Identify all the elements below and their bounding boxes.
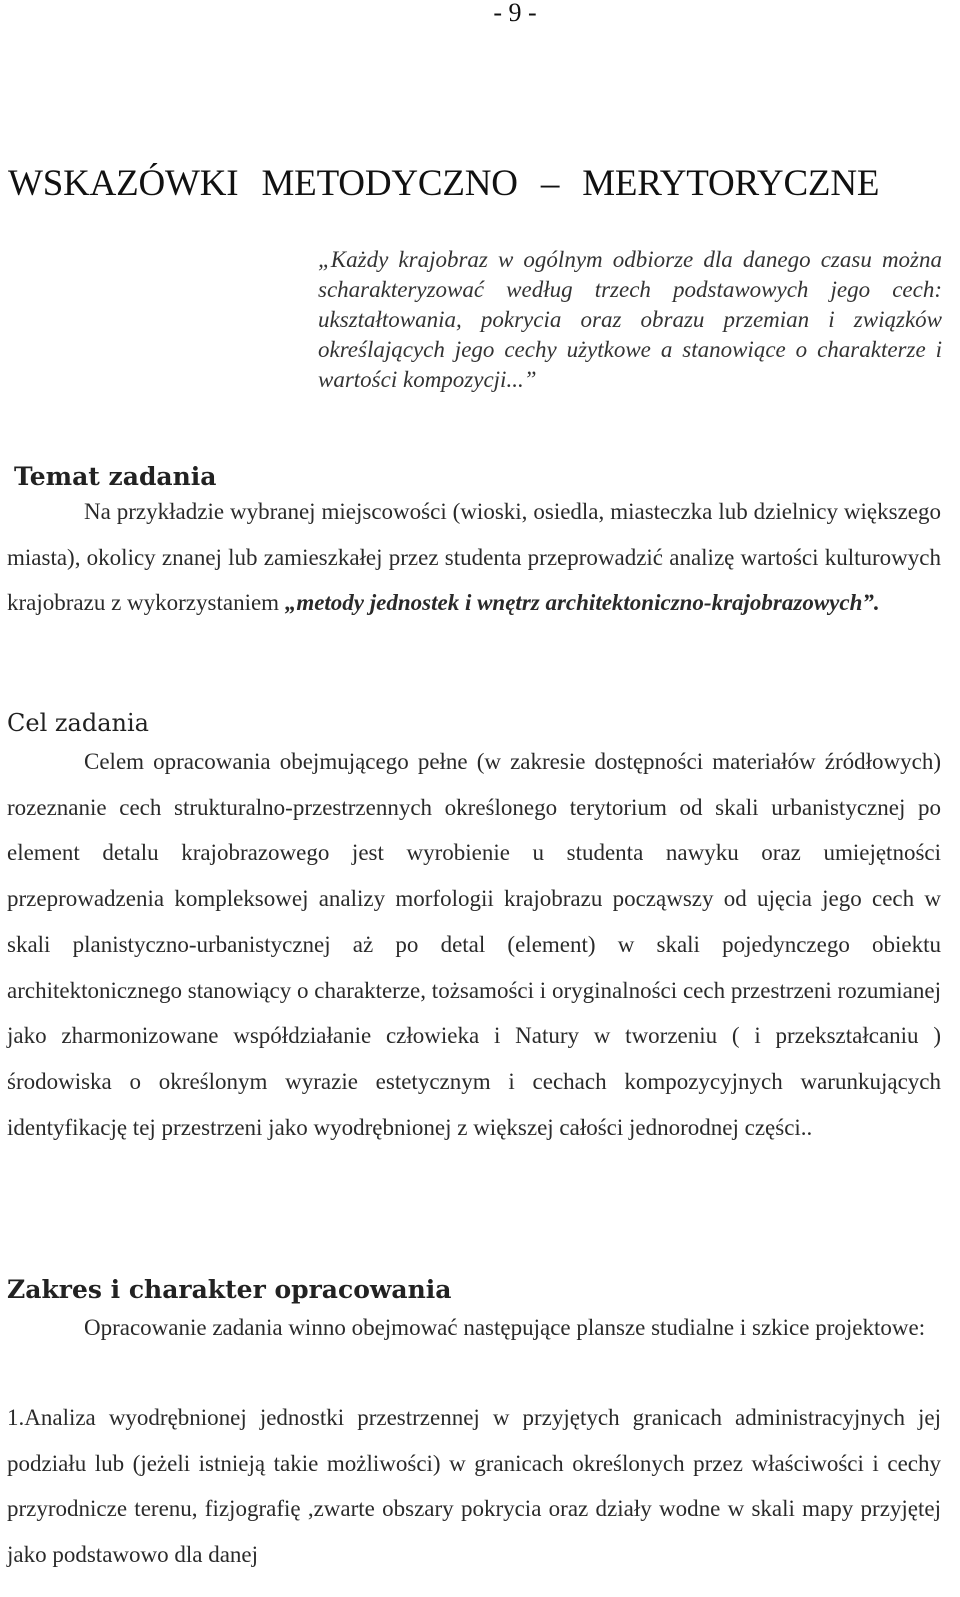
- section-heading-cel: Cel zadania: [7, 709, 149, 737]
- main-title: WSKAZÓWKI METODYCZNO – MERYTORYCZNE: [8, 163, 880, 204]
- paragraph-zakres-intro: Opracowanie zadania winno obejmować następujące plansze studialne i szkice projektowe:: [84, 1315, 926, 1340]
- paragraph-temat: [7, 489, 941, 626]
- paragraph-cel: Celem opracowania obejmującego pełne (w zakresie dostępności materiałów źródłowych) rozeznanie cech strukturalno-przestrzennych określonego terytorium od skali urbanistycznej po element detalu krajobrazowego jest wyrobienie u studenta nawyku oraz umiejętności przeprowadzenia kompleksowej analizy morfologii krajobrazu począwszy od ujęcia jego cech w skali planistyczno-urbanistycznej aż po detal (element) w skali pojedynczego obiektu architektonicznego stanowiący o charakterze, tożsamości i oryginalności cech przestrzeni rozumianej jako zharmonizowane współdziałanie człowieka i Natury w tworzeniu ( i przekształcaniu ) środowiska o określonym wyrazie estetycznym i cechach kompozycyjnych warunkujących identyfikację tej przestrzeni jako wyodrębnionej z większej całości jednorodnej części..: [7, 749, 941, 1140]
- epigraph-quote: „Każdy krajobraz w ogólnym odbiorze dla danego czasu można scharakteryzować według trzech podstawowych jego cech: ukształtowania, pokrycia oraz obrazu przemian i związków określających jego cechy użytkowe a stanowiące o charakterze i wartości kompozycji...”: [318, 247, 942, 392]
- page-number: - 9 -: [493, 0, 537, 27]
- list-item-1: 1.Analiza wyodrębnionej jednostki przestrzennej w przyjętych granicach administracyjnych jej podziału lub (jeżeli istnieją takie możliwości) w granicach określonych przez właściwości i cechy przyrodnicze terenu, fizjografię ,zwarte obszary pokrycia oraz działy wodne w skali mapy przyjętej jako podstawowo dla danej: [7, 1405, 941, 1567]
- section-heading-temat: Temat zadania: [14, 462, 217, 491]
- temat-text: Na przykładzie wybranej miejscowości (wioski, osiedla, miasteczka lub dzielnicy większego miasta), okolicy znanej lub zamieszkałej przez studenta przeprowadzić analizę wartości kulturowych krajobrazu z wykorzystaniem: [7, 499, 941, 615]
- temat-emphasis: „metody jednostek i wnętrz architektoniczno-krajobrazowych”.: [284, 590, 880, 615]
- section-heading-zakres: Zakres i charakter opracowania: [7, 1275, 452, 1304]
